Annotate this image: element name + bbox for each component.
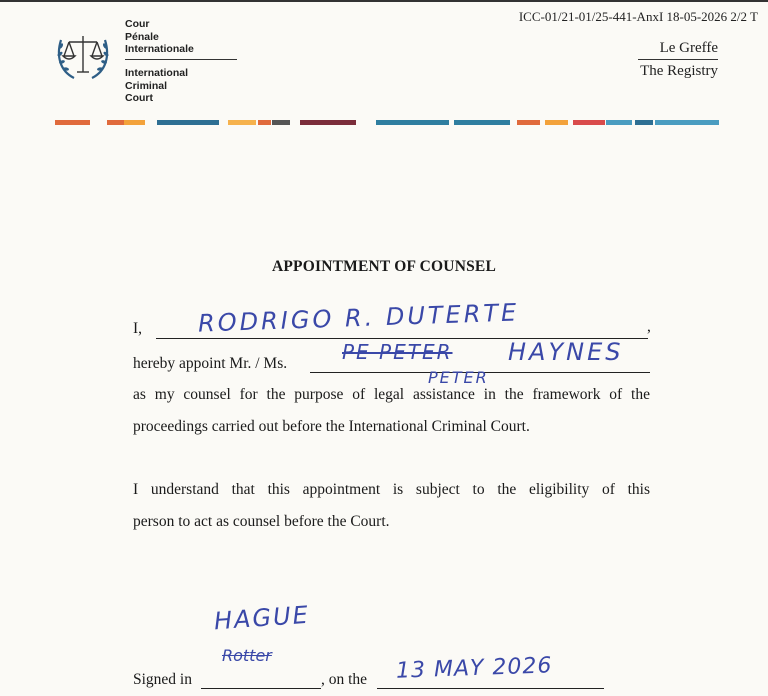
color-bar-segment [124, 120, 145, 125]
color-bar-segment [55, 120, 90, 125]
icc-logo [52, 26, 114, 84]
court-name-en-line: International [125, 67, 189, 79]
court-name-en-line: Court [125, 92, 153, 104]
handwritten-counsel-insert: PETER [428, 368, 489, 387]
top-border [0, 0, 768, 2]
color-bar-segment [258, 120, 271, 125]
handwritten-counsel-name: HAYNES [508, 338, 624, 366]
color-bar-segment [635, 120, 653, 125]
handwritten-date: 13 MAY 2026 [395, 653, 553, 684]
court-name-divider [125, 59, 237, 60]
color-bar-segment [228, 120, 256, 125]
eligibility-line: person to act as counsel before the Court. [133, 513, 390, 530]
appointment-purpose-line: as my counsel for the purpose of legal assistance in the framework of the [133, 386, 650, 403]
court-name-en-line: Criminal [125, 79, 168, 92]
handwritten-place: HAGUE [213, 600, 311, 636]
appointer-label: I, [133, 320, 143, 337]
registry-block [638, 38, 718, 81]
court-name-fr-line: Pénale [125, 30, 159, 43]
date-label: , on the [321, 671, 368, 688]
registry-english: The Registry [640, 63, 718, 79]
handwritten-appointer-name: RODRIGO R. DUTERTE [197, 298, 520, 338]
registry-divider [638, 59, 718, 60]
color-bar-segment [517, 120, 540, 125]
color-bar-segment [606, 120, 632, 125]
handwritten-place-struck: Rotter [222, 646, 272, 665]
handwritten-counsel-struck: PE PETER [342, 340, 453, 364]
court-name-fr-line: Internationale [125, 43, 194, 55]
appointment-purpose-line: proceedings carried out before the International Criminal Court. [133, 418, 530, 435]
signed-in-label: Signed in [133, 671, 192, 688]
appoint-label: hereby appoint Mr. / Ms. [133, 355, 288, 372]
color-bar-segment [545, 120, 568, 125]
color-bar-segment [573, 120, 605, 125]
court-name-fr-line: Cour [125, 18, 150, 30]
document-reference: ICC-01/21-01/25-441-AnxI 18-05-2026 2/2 T [518, 9, 758, 24]
date-line [377, 688, 604, 689]
color-bar-segment [272, 120, 290, 125]
document-title: APPOINTMENT OF COUNSEL [271, 258, 496, 275]
color-bar-segment [655, 120, 719, 125]
eligibility-line: I understand that this appointment is subject to the eligibility of this [133, 481, 650, 498]
appointer-comma: , [647, 318, 651, 335]
color-bar [0, 120, 768, 126]
court-name-french [125, 18, 194, 56]
court-name-english [125, 67, 188, 105]
color-bar-segment [107, 120, 124, 125]
color-bar-segment [300, 120, 356, 125]
registry-french: Le Greffe [659, 40, 718, 56]
place-line [201, 688, 321, 689]
color-bar-segment [376, 120, 449, 125]
color-bar-segment [454, 120, 510, 125]
color-bar-segment [157, 120, 219, 125]
